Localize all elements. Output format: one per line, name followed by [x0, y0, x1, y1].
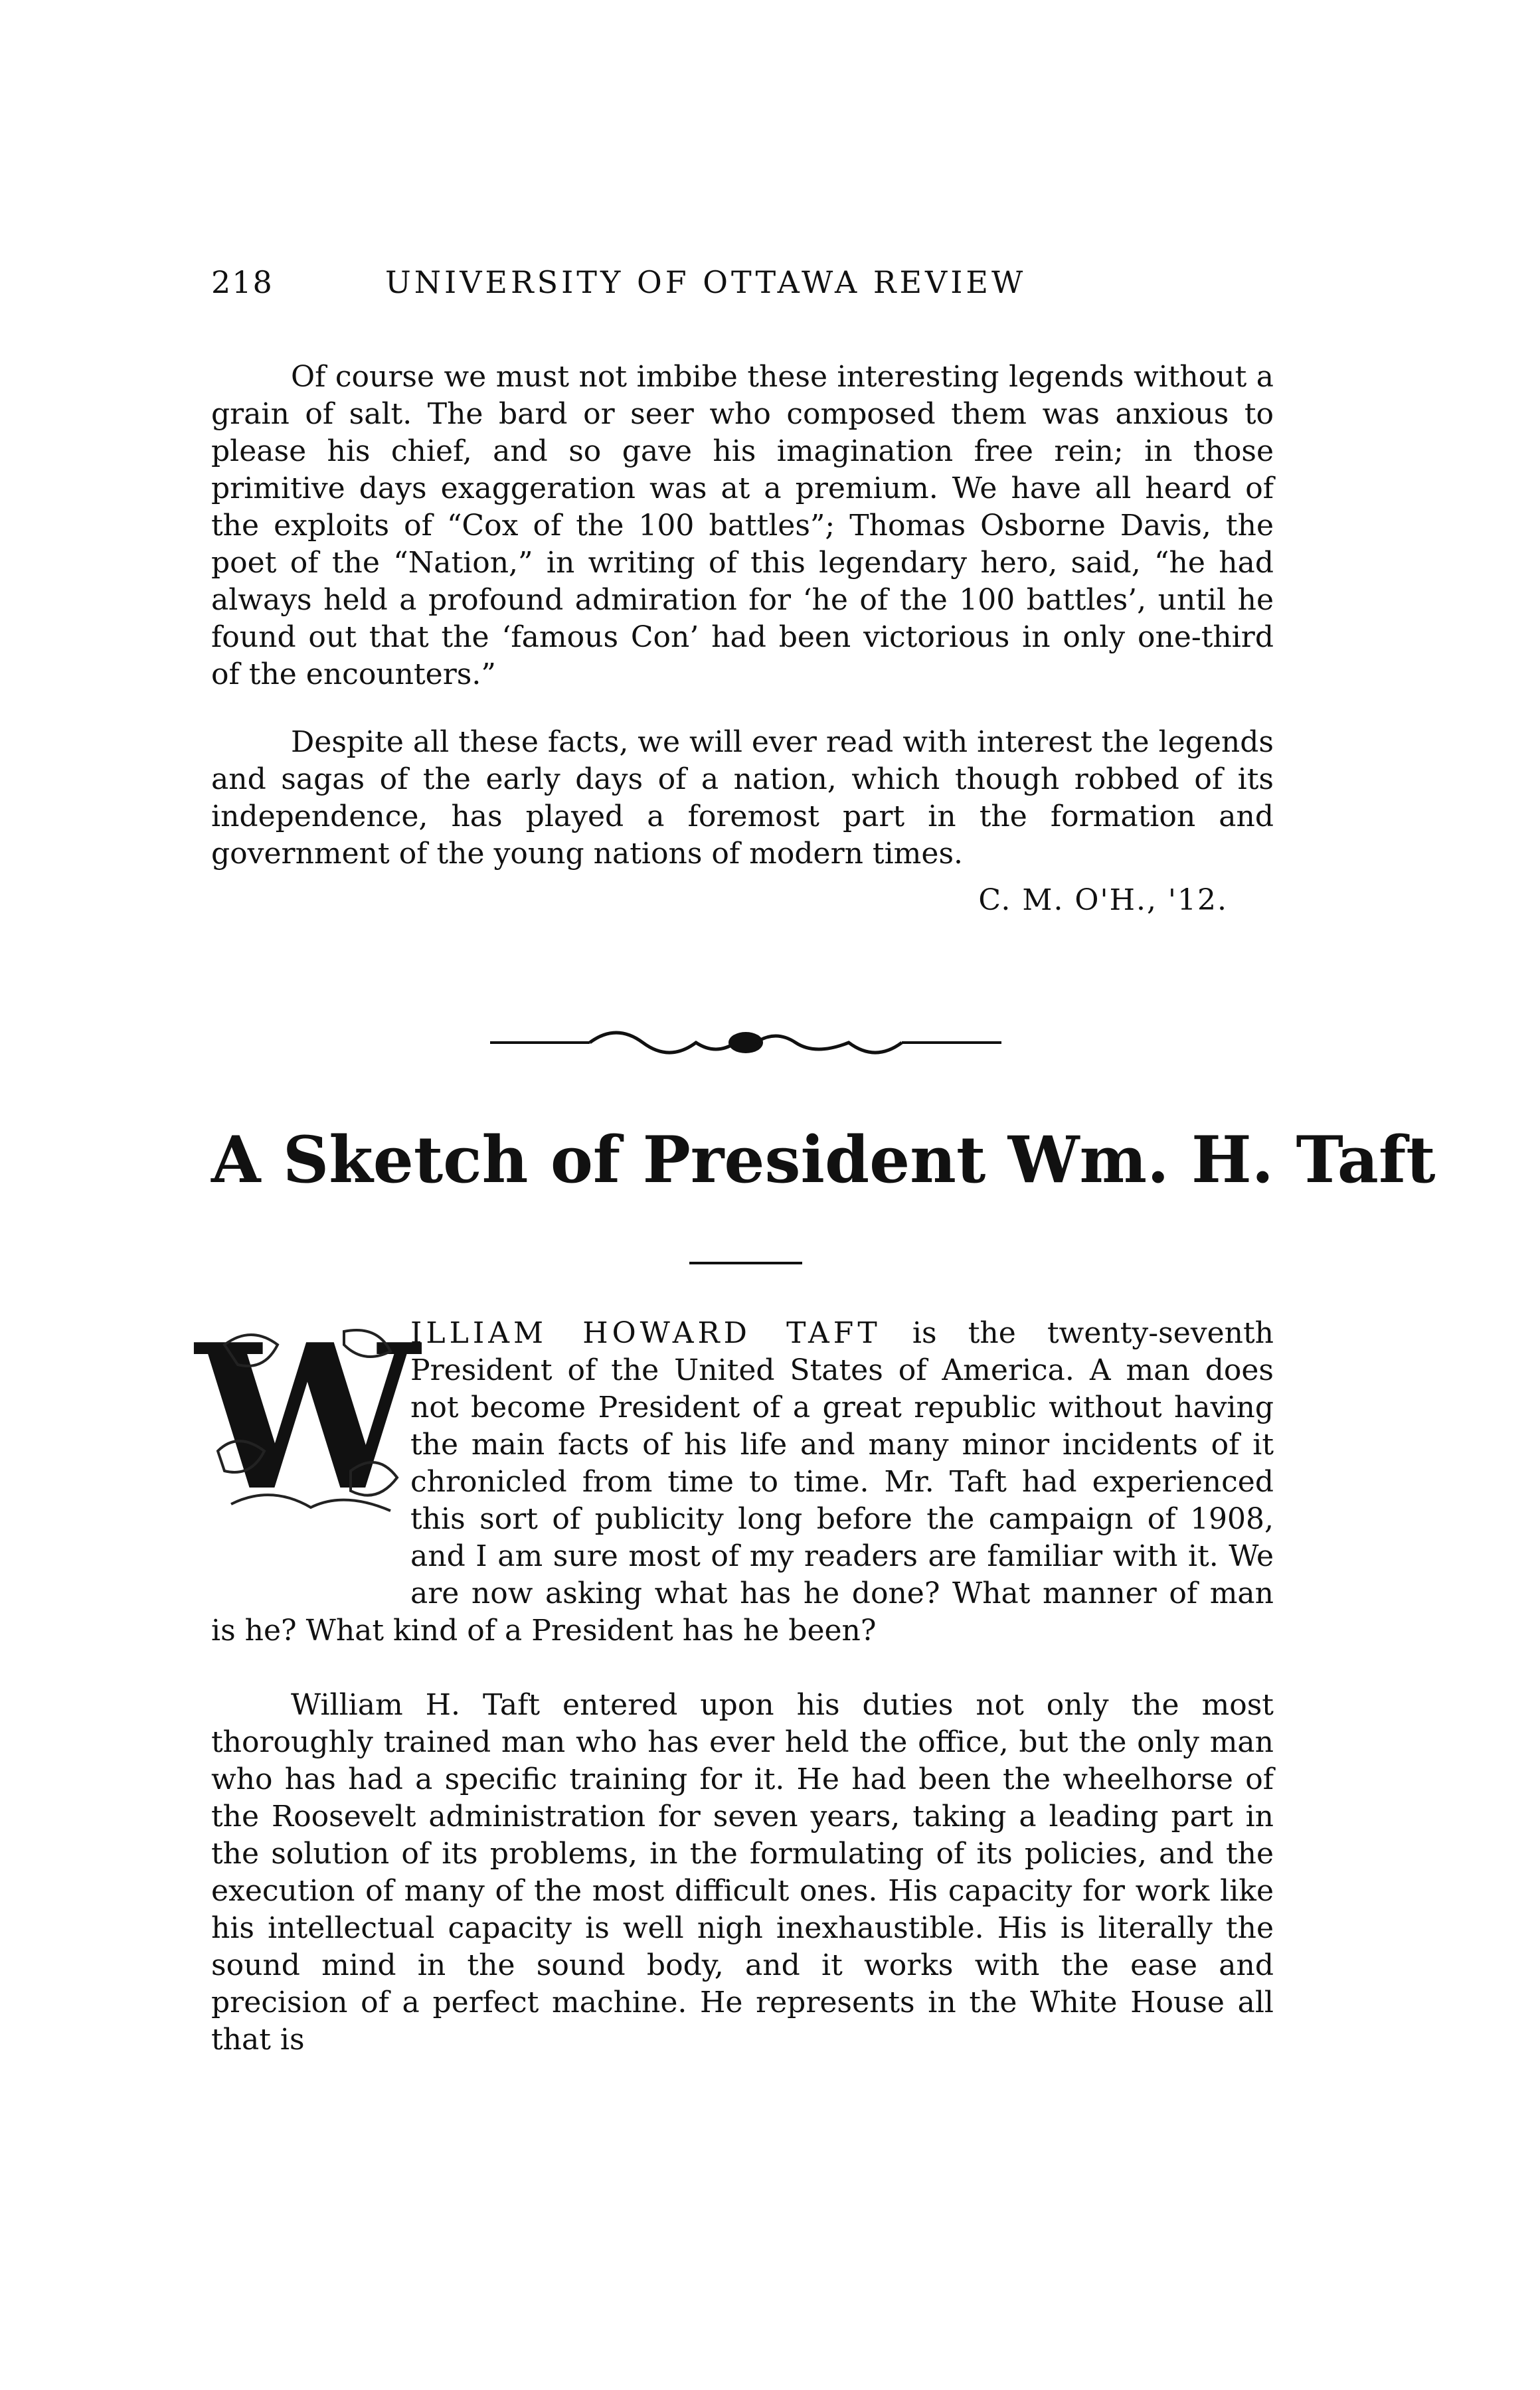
lead-words: ILLIAM HOWARD TAFT	[410, 1316, 881, 1350]
ornament-divider-icon	[490, 1023, 1001, 1063]
page-header	[211, 264, 1274, 311]
article-title: A Sketch of President Wm. H. Taft	[211, 1122, 1436, 1197]
paragraph-text: Of course we must not imbibe these interesting legends without a grain of salt. The bard or seer who composed them was anxious to please his chief, and so gave his imagination free rein; in those primitive days exaggeration was at a premium. We have all heard of the exploits of “Cox of the 100 battles”; Thomas Osborne Davis, the poet of the “Nation,” in writing of this legendary hero, said, “he had always held a profound admiration for ‘he of the 100 battles’, until he found out that the ‘famous Con’ had been victorious in only one-third of the encounters.”	[211, 360, 1274, 691]
previous-article-paragraph-1	[211, 359, 1274, 693]
running-title: UNIVERSITY OF OTTAWA REVIEW	[385, 264, 1027, 300]
article-paragraph-1	[211, 1315, 1274, 1650]
paragraph-text: is the twenty-seventh President of the United States of America. A man does not become President of a great republic without having the main facts of his life and many minor incidents of it chronicled from time to time. Mr. Taft had experienced this sort of publicity long before the campaign of 1908, and I am sure most of my readers are familiar with it. We are now asking what has he done? What manner of man is he? What kind of a President has he been?	[211, 1316, 1274, 1648]
article-paragraph-2	[211, 1687, 1274, 2059]
paragraph-text: Despite all these facts, we will ever read with interest the legends and sagas of the early days of a nation, which though robbed of its independence, has played a foremost part in the formation and government of the young nations of modern times.	[211, 725, 1274, 871]
paragraph-text: William H. Taft entered upon his duties not only the most thoroughly trained man who has ever held the office, but the only man who has had a specific training for it. He had been the wheelhorse of the Roosevelt administration for seven years, taking a leading part in the solution of its problems, in the formulating of its policies, and the execution of many of the most difficult ones. His capacity for work like his intellectual capacity is well nigh inexhaustible. His is literally the sound mind in the sound body, and it works with the ease and precision of a perfect machine. He represents in the White House all that is	[211, 1688, 1274, 2057]
page-number: 218	[211, 264, 274, 300]
drop-cap-letter: W	[195, 1300, 420, 1535]
title-rule	[689, 1262, 802, 1264]
author-signature: C. M. O'H., '12.	[978, 883, 1228, 917]
previous-article-paragraph-2	[211, 724, 1274, 873]
